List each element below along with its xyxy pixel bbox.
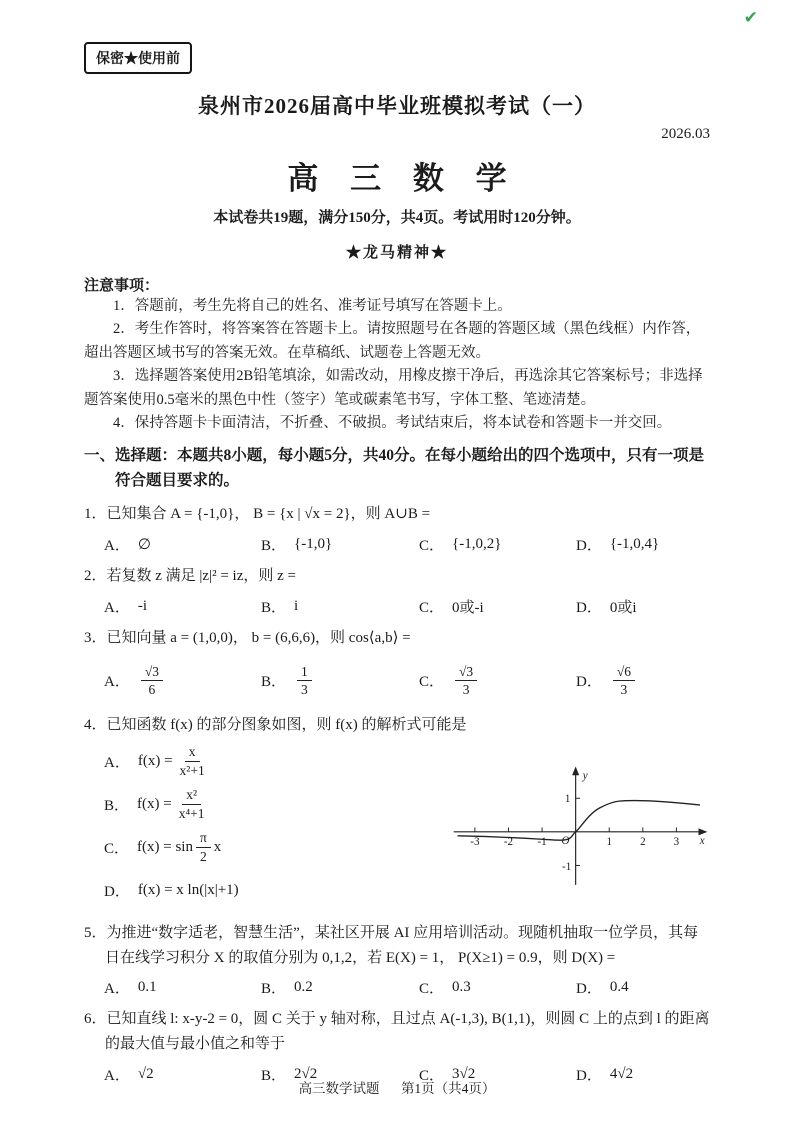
option-formula-post: x [213,838,222,855]
question-6-stem: 6．已知直线 l: x-y-2 = 0，圆 C 关于 y 轴对称，且过点 A(-1,3), B(1,1)，则圆 C 上的点到 l 的距离的最大值与最小值之和等于 [84,1011,710,1053]
option-label: B． [261,538,287,555]
function-curve [458,800,699,840]
question-2-option-d [576,596,710,617]
option-text: 0或-i [452,599,484,616]
option-text: 4√2 [609,1066,634,1083]
question-5-option-d [576,977,710,998]
option-label: B． [261,599,287,616]
question-5-option-b [261,977,419,998]
question-2-option-b [261,596,419,617]
option-label: A． [104,674,130,691]
question-3-options [104,658,710,704]
question-2-option-a [104,596,261,617]
question-4-stem: 4．已知函数 f(x) 的部分图象如图，则 f(x) 的解析式可能是 [84,716,467,733]
question-3 [84,626,710,704]
question-1-option-b [261,534,419,555]
exam-title: 泉州市2026届高中毕业班模拟考试（一） [198,94,596,118]
option-label: A． [104,1068,130,1085]
option-text: i [294,597,299,614]
option-text: √2 [137,1066,154,1083]
question-3-option-c [419,663,576,699]
question-5 [84,921,710,999]
page-footer [0,1077,794,1097]
option-formula-pre: f(x) = sin [137,838,193,855]
option-text: -i [137,597,148,614]
option-text: ∅ [137,537,151,554]
question-4-option-c [104,826,422,869]
option-label: B． [261,674,287,691]
question-2-option-c [419,596,576,617]
fraction: $\frac{x}{\text{x²+1}}$ [179,744,205,778]
option-text: 0.2 [294,979,313,996]
question-4-option-a [104,740,422,783]
option-text: {-1,0,2} [452,536,502,553]
option-label: B． [104,797,130,814]
option-label: B． [261,981,287,998]
x-tick-label: -1 [537,835,547,848]
x-axis-label: x [699,834,705,847]
option-label: C． [419,1068,445,1085]
option-label: D． [576,674,602,691]
footer-paper-name: 高三数学试题 [298,1081,380,1096]
question-3-option-b [261,663,419,699]
fraction: $\frac{√6}{3}$ [613,663,635,699]
question-5-options [104,977,710,998]
option-text: 2√2 [294,1066,318,1083]
section-one-title: 一、选择题：本题共8小题，每小题5分，共40分。在每小题给出的四个选项中，只有一项是符合题目要求的。 [84,446,705,490]
x-tick-label: 1 [606,835,612,848]
x-tick-label: -3 [470,835,480,848]
question-1-option-c [419,534,576,555]
question-4-option-b [104,783,422,826]
option-label: C． [419,981,445,998]
option-text: 0或i [609,599,637,616]
option-label: D． [104,883,130,900]
option-text: 0.1 [137,979,157,996]
exam-date: 2026.03 [661,126,710,142]
question-4 [84,713,710,912]
option-label: B． [261,1068,287,1085]
question-1-options [104,534,710,555]
notice-item-1: 1．答题前，考生先将自己的姓名、准考证号填写在答题卡上。 [113,298,512,314]
option-label: C． [419,674,445,691]
x-axis-arrow [699,828,708,835]
footer-page-number: 第1页（共4页） [400,1081,496,1096]
paper-info: 本试卷共19题，满分150分，共4页。考试用时120分钟。 [213,210,581,226]
question-3-option-d [576,663,710,699]
y-tick-label: 1 [564,792,571,805]
notice-item-2: 2．考生作答时，将答案答在答题卡上。请按照题号在各题的答题区域（黑色线框）内作答，超出答题区域书写的答案无效。在草稿纸、试题卷上答题无效。 [84,321,701,361]
x-tick-label: -2 [503,835,514,848]
question-2-options [104,596,710,617]
y-tick-label: -1 [562,860,572,873]
question-1-stem: 1．已知集合 A = {-1,0}， B = {x | √x = 2}，则 A∪B = [84,506,431,523]
question-5-option-a [104,977,261,998]
fraction: $\frac{√3}{3}$ [455,663,477,699]
option-text: 0.3 [452,979,471,996]
option-label: A． [104,754,130,771]
y-axis-label: y [582,769,588,782]
question-2-stem: 2．若复数 z 满足 |z|² = iz，则 z = [84,568,296,585]
option-formula-pre: f(x) = [137,752,173,769]
question-5-option-c [419,977,576,998]
option-label: D． [576,1068,602,1085]
y-axis-arrow [572,766,579,775]
question-4-option-d [104,869,422,912]
option-text: 3√2 [452,1066,476,1083]
notices [84,274,710,436]
option-label: C． [419,538,445,555]
fraction: $\frac{\pi}{2}$ [196,829,211,865]
fraction: $\frac{1}{3}$ [297,663,312,699]
question-3-stem: 3．已知向量 a = (1,0,0)， b = (6,6,6)，则 cos⟨a,b⟩ = [84,629,411,646]
question-4-body [84,740,710,912]
question-5-stem: 5．为推进“数字适老，智慧生活”，某社区开展 AI 应用培训活动。现随机抽取一位学员，其每日在线学习积分 X 的取值分别为 0,1,2，若 E(X) = 1， P(X≥1) = 0.9，则 D(X) = [84,924,699,966]
option-label: C． [419,599,445,616]
option-label: D． [576,538,602,555]
question-4-options [104,740,422,912]
x-tick-label: 2 [640,835,646,848]
question-3-option-a [104,663,261,699]
option-formula-pre: f(x) = x ln(|x|+1) [137,881,239,898]
option-text: {-1,0} [294,536,333,553]
option-label: A． [104,599,130,616]
notice-item-3: 3．选择题答案使用2B铅笔填涂，如需改动，用橡皮擦干净后，再选涂其它答案标号；非选择题答案使用0.5毫米的黑色中性（签字）笔或碳素笔书写，字体工整、笔迹清楚。 [84,368,703,408]
option-text: {-1,0,4} [609,536,660,553]
notices-title: 注意事项： [84,278,160,294]
subject-title: 高 三 数 学 [287,161,519,196]
question-1 [84,502,710,555]
confidential-stamp [84,42,192,74]
confidential-stamp-text: 保密★使用前 [96,52,180,67]
green-check-icon: ✔ [743,8,758,28]
notice-item-4: 4．保持答题卡卡面清洁，不折叠、不破损。考试结束后，将本试卷和答题卡一并交回。 [113,415,672,432]
function-graph [436,756,710,898]
question-6 [84,1007,710,1085]
fraction: $\frac{\text{x²}}{\text{x⁴+1}}$ [178,787,205,821]
option-label: D． [576,599,602,616]
x-tick-label: 3 [673,835,680,848]
option-formula-pre: f(x) = [137,795,172,812]
fraction: $\frac{√3}{6}$ [141,663,163,699]
option-label: C． [104,840,130,857]
motto: ★龙马精神★ [345,245,448,261]
option-label: A． [104,981,130,998]
question-1-option-a [104,534,261,555]
option-text: 0.4 [609,979,629,996]
origin-label: O [561,834,570,847]
option-label: D． [576,981,602,998]
question-2 [84,564,710,617]
question-1-option-d [576,534,710,555]
option-label: A． [104,538,130,555]
